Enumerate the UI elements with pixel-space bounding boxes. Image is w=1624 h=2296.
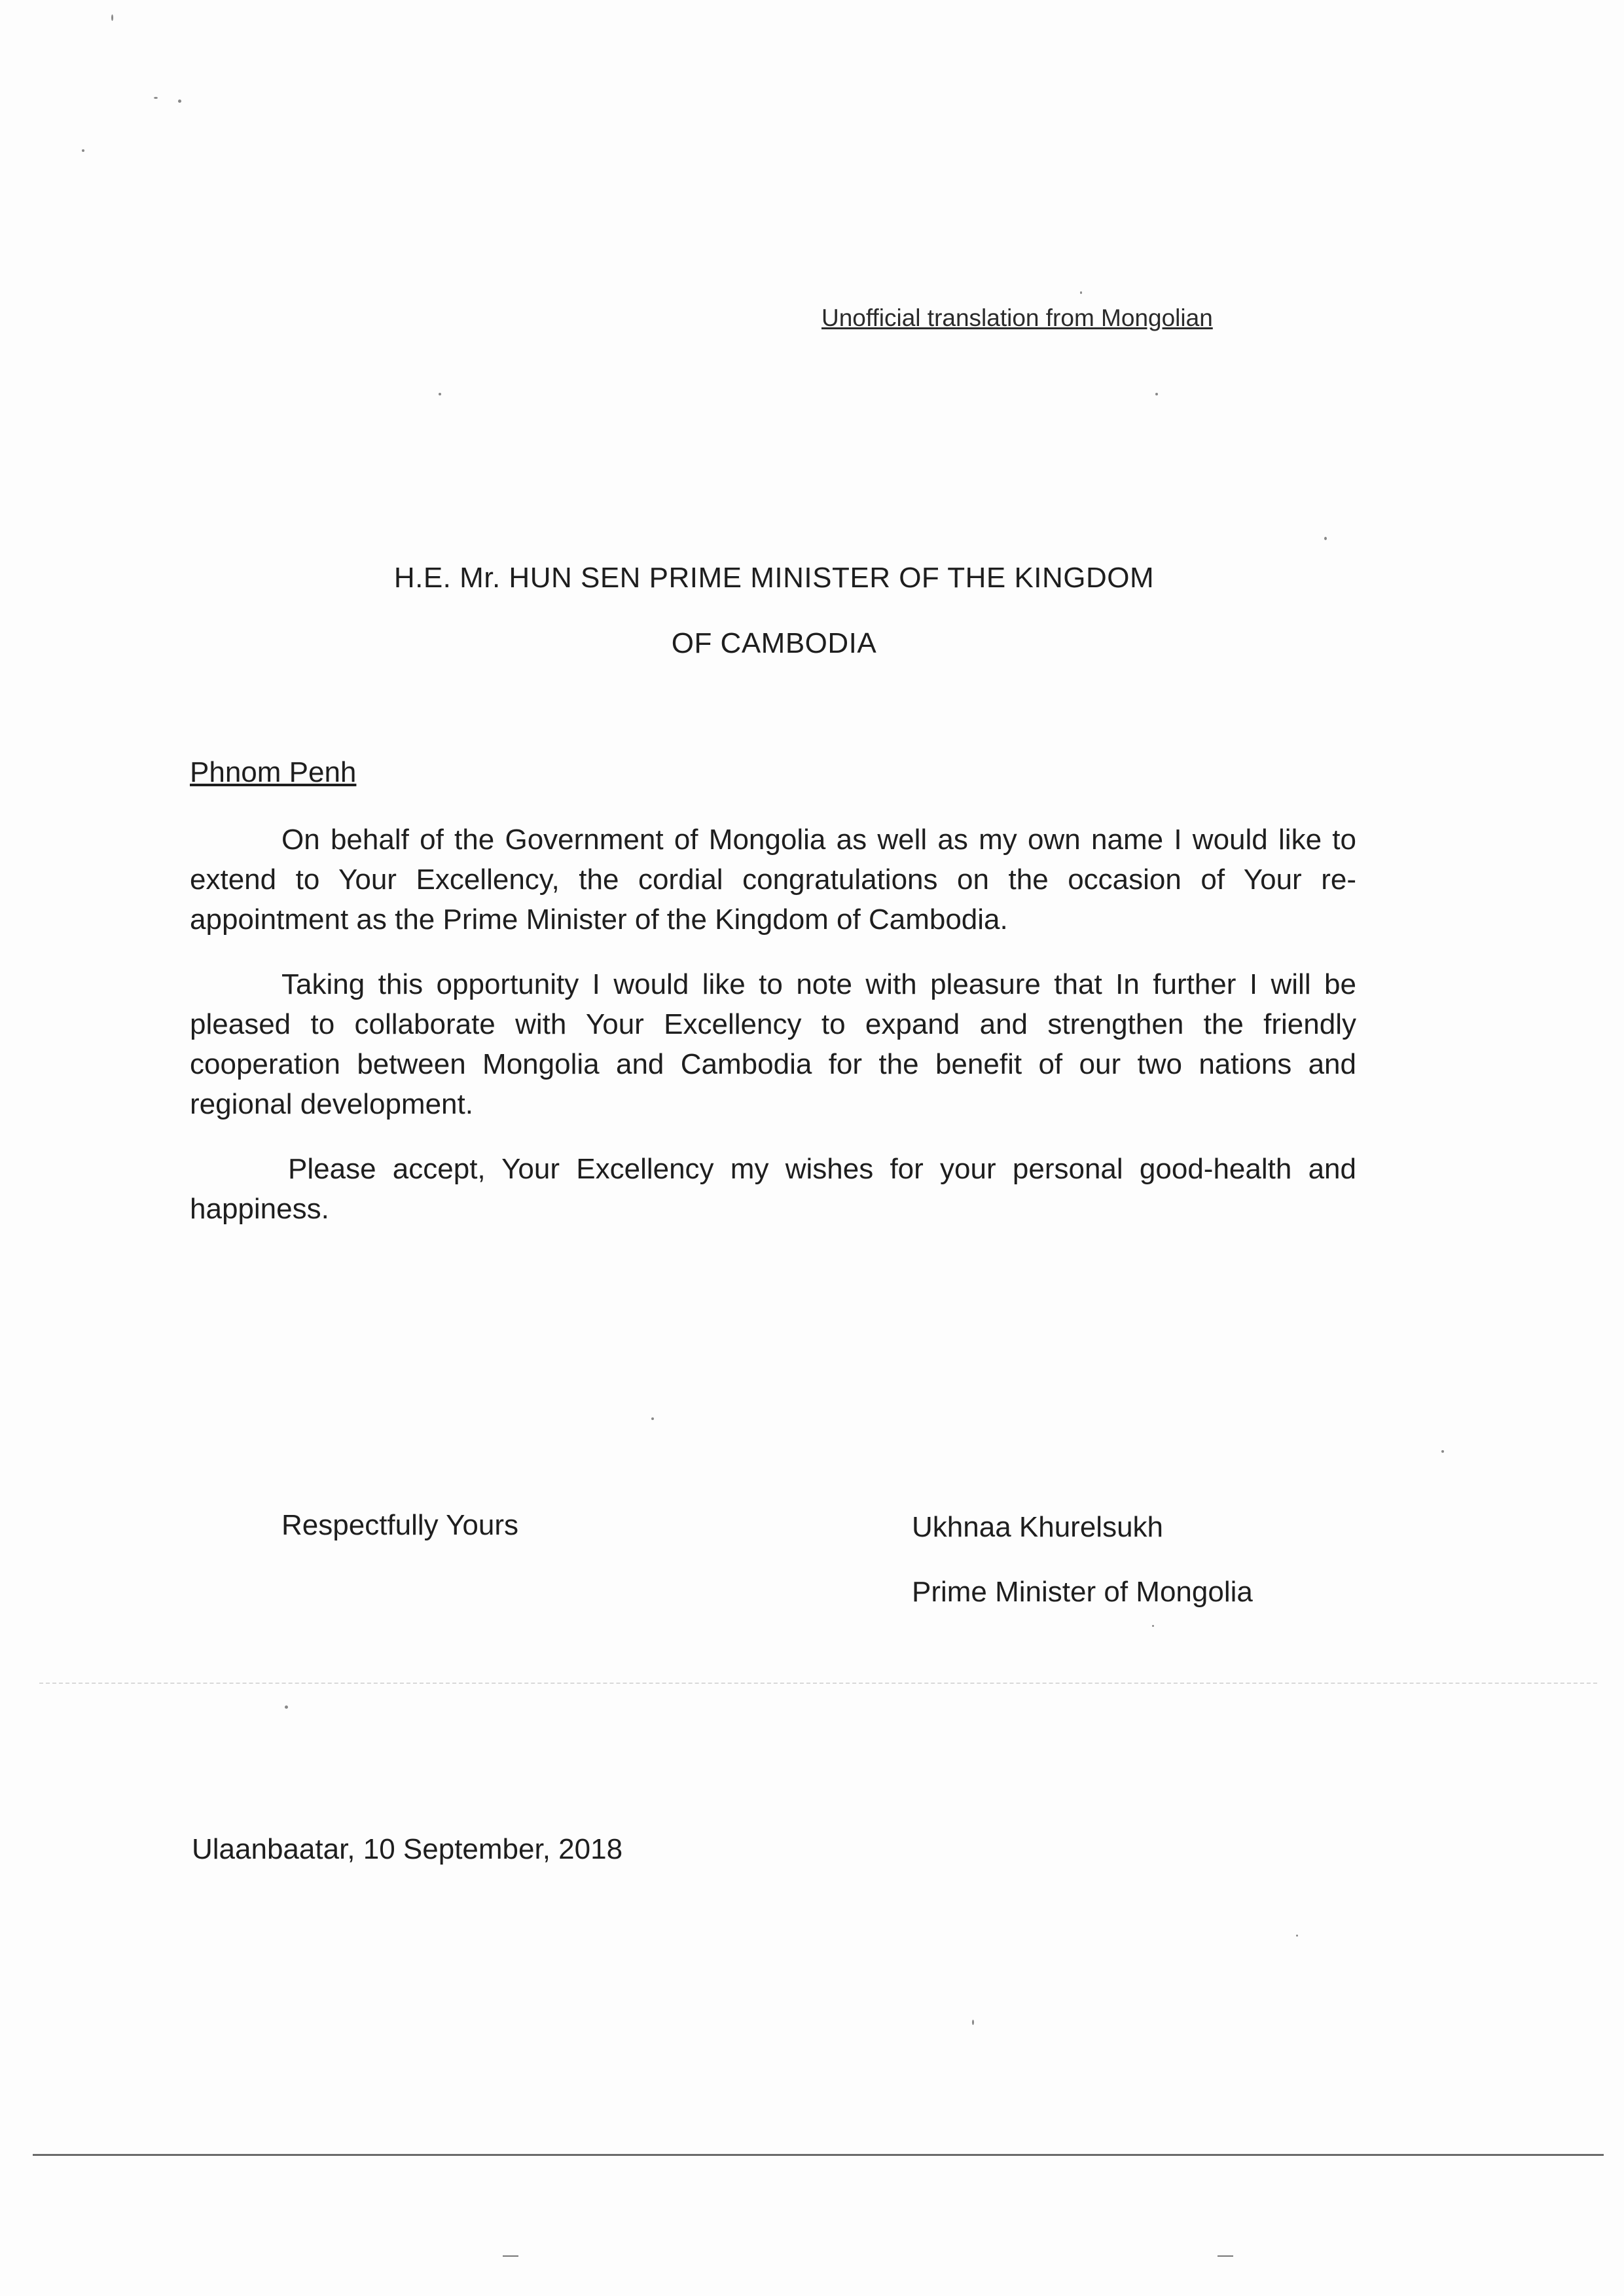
closing-phrase: Respectfully Yours	[281, 1509, 518, 1541]
recipient-city: Phnom Penh	[190, 756, 357, 788]
body-paragraph-2: Taking this opportunity I would like to note with pleasure that In further I will be pleased to collaborate with Your Excellency to expand and strengthen the friendly cooperation between Mongolia and Cambodia for the benefit of our two nations and regional development.	[190, 968, 1356, 1120]
scan-speck	[82, 149, 84, 152]
scan-speck	[154, 97, 158, 99]
footer-mark-left	[503, 2255, 518, 2257]
body-paragraph-1: On behalf of the Government of Mongolia as well as my own name I would like to extend to Your Excellency, the cordial congratulations on the occasion of Your re-appointment as the Prime Minister of the Kingdom of Cambodia.	[190, 824, 1356, 936]
scan-speck	[111, 14, 113, 21]
scan-speck	[285, 1705, 288, 1709]
scan-speck	[1441, 1450, 1444, 1453]
faint-scan-line	[39, 1683, 1597, 1684]
scan-speck	[1155, 393, 1158, 395]
body-paragraph-3: Please accept, Your Excellency my wishes for your personal good-health and happiness.	[190, 1153, 1356, 1225]
bottom-rule	[33, 2154, 1604, 2156]
scan-speck	[972, 2020, 974, 2025]
scan-speck	[1080, 291, 1082, 294]
scan-speck	[651, 1417, 654, 1420]
scan-speck	[1324, 537, 1327, 540]
scan-speck	[1296, 1935, 1298, 1937]
translation-note: Unofficial translation from Mongolian	[821, 304, 1213, 331]
scan-speck	[1152, 1625, 1154, 1627]
place-and-date: Ulaanbaatar, 10 September, 2018	[192, 1833, 623, 1865]
scan-speck	[439, 393, 441, 395]
addressee-line-1: H.E. Mr. HUN SEN PRIME MINISTER OF THE KINGDOM	[393, 562, 1155, 594]
scan-speck	[178, 100, 181, 103]
footer-mark-right	[1218, 2255, 1233, 2257]
addressee-line-2: OF CAMBODIA	[671, 627, 877, 659]
signer-title: Prime Minister of Mongolia	[912, 1576, 1253, 1608]
signer-name: Ukhnaa Khurelsukh	[912, 1511, 1164, 1543]
